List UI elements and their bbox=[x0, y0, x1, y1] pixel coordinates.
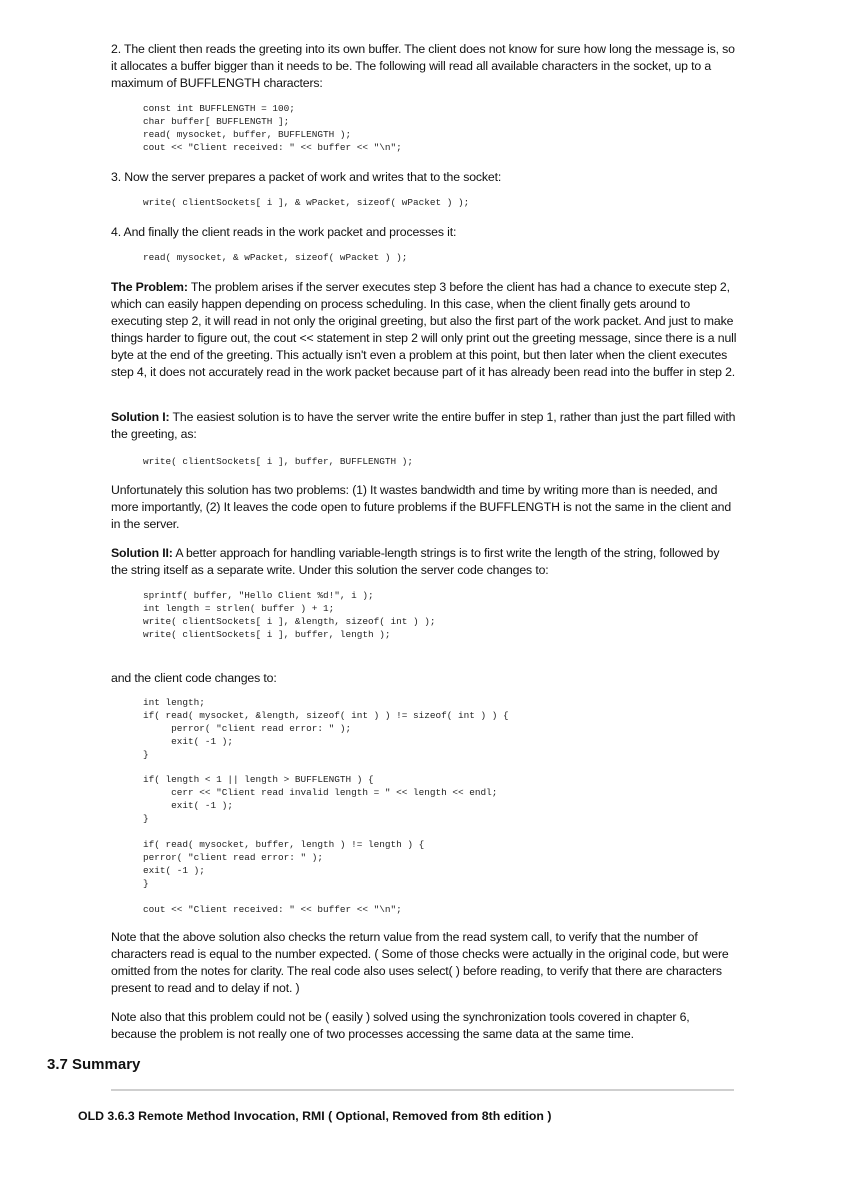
solution-1-paragraph bbox=[111, 409, 737, 443]
problem-label: The Problem: bbox=[111, 280, 188, 294]
code-block-read-packet: read( mysocket, & wPacket, sizeof( wPacket ) ); bbox=[143, 252, 408, 263]
problem-paragraph bbox=[111, 279, 737, 381]
note-1-paragraph: Note that the above solution also checks the return value from the read system call, to verify that the number of characters read is equal to the number expected. ( Some of those checks were actually in the original code, but were omitted from the notes for clarity. The real code also uses select( ) before reading, to verify that there are characters present to read and to delay if not. ) bbox=[111, 930, 729, 995]
solution-1-text: The easiest solution is to have the server write the entire buffer in step 1, rather than just the part filled with the greeting, as: bbox=[111, 410, 736, 441]
unfortunately-paragraph: Unfortunately this solution has two problems: (1) It wastes bandwidth and time by writing more than is needed, and more importantly, (2) It leaves the code open to future problems if the BUFFLENGTH is not the same in the client and in the server. bbox=[111, 483, 732, 531]
client-changes-paragraph: and the client code changes to: bbox=[111, 671, 277, 685]
step-2-paragraph: 2. The client then reads the greeting into its own buffer. The client does not know for sure how long the message is, so it allocates a buffer bigger than it needs to be. The following will read all available characters in the socket, up to a maximum of BUFFLENGTH characters: bbox=[111, 42, 735, 90]
section-heading-summary: 3.7 Summary bbox=[47, 1056, 141, 1073]
code-block-buffer-read: const int BUFFLENGTH = 100; char buffer[ BUFFLENGTH ]; read( mysocket, buffer, BUFFLENGTH ); cout << "Client received: " << buffer << "\n"; bbox=[143, 103, 402, 153]
code-block-server: sprintf( buffer, "Hello Client %d!", i ); int length = strlen( buffer ) + 1; write( clientSockets[ i ], &length, sizeof( int ) ); write( clientSockets[ i ], buffer, length ); bbox=[143, 590, 436, 640]
note-2-paragraph: Note also that this problem could not be ( easily ) solved using the synchronization tools covered in chapter 6, because the problem is not really one of two processes accessing the same data at the same time. bbox=[111, 1010, 690, 1041]
solution-1-label: Solution I: bbox=[111, 410, 170, 424]
solution-2-text: A better approach for handling variable-length strings is to first write the length of the string, followed by the string itself as a separate write. Under this solution the server code changes to: bbox=[111, 546, 720, 577]
horizontal-rule bbox=[111, 1089, 734, 1091]
code-block-write-packet: write( clientSockets[ i ], & wPacket, sizeof( wPacket ) ); bbox=[143, 197, 470, 208]
step-3-paragraph: 3. Now the server prepares a packet of work and writes that to the socket: bbox=[111, 170, 502, 184]
solution-2-paragraph bbox=[111, 545, 737, 579]
code-block-write-buffer: write( clientSockets[ i ], buffer, BUFFLENGTH ); bbox=[143, 456, 414, 467]
code-block-client: int length; if( read( mysocket, &length, sizeof( int ) ) != sizeof( int ) ) { perror( "client read error: " ); exit( -1 ); } if( length < 1 || length > BUFFLENGTH ) { cerr << "Client read invalid length = " << length << endl; exit( -1 ); } if( read( mysocket, buffer, length ) != length ) { perror( "client read error: " ); exit( -1 ); } cout << "Client received: " << buffer << "\n"; bbox=[143, 697, 509, 915]
step-4-paragraph: 4. And finally the client reads in the work packet and processes it: bbox=[111, 225, 457, 239]
section-heading-rmi: OLD 3.6.3 Remote Method Invocation, RMI ( Optional, Removed from 8th edition ) bbox=[78, 1109, 552, 1123]
solution-2-label: Solution II: bbox=[111, 546, 173, 560]
problem-text: The problem arises if the server executes step 3 before the client has had a chance to execute step 2, which can easily happen depending on process scheduling. In this case, when the client finally gets around to executing step 2, it will read in not only the original greeting, but also the first part of the work packet. And just to make things harder to figure out, the cout << statement in step 2 will only print out the greeting message, since there is a null byte at the end of the greeting. This actually isn't even a problem at this point, but then later when the client executes step 4, it does not accurately read in the work packet because part of it has already been read into the buffer in step 2. bbox=[111, 280, 737, 379]
